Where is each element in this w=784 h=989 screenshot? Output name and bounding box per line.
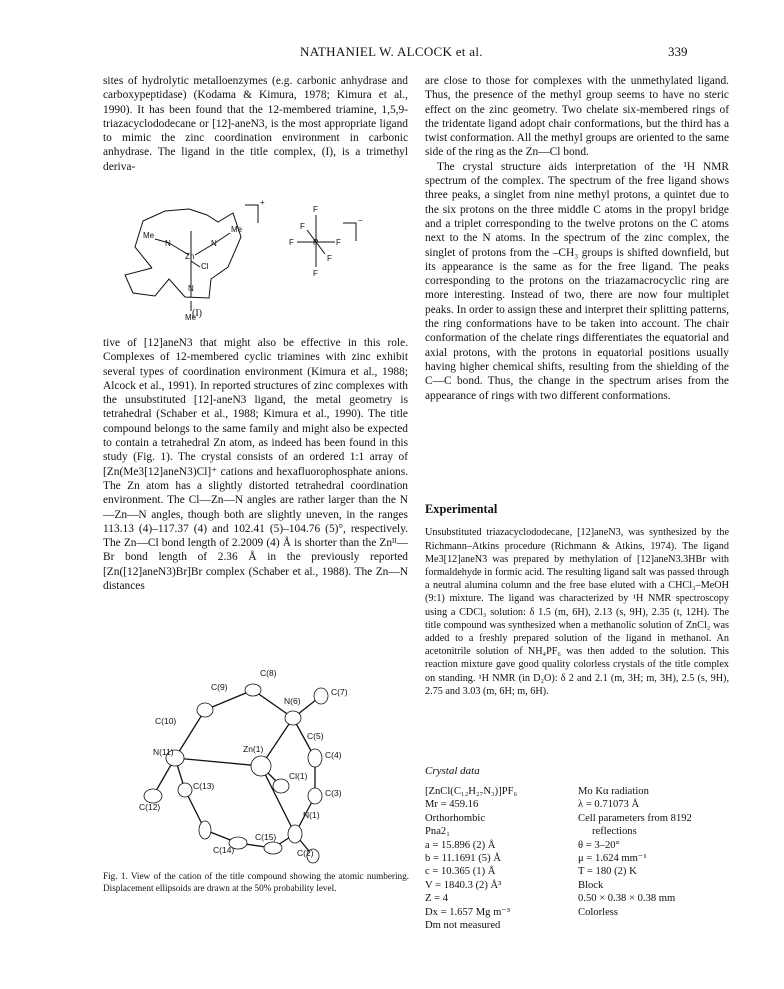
right-column-text: are close to those for complexes with the unmethylated ligand. Thus, the presence of the methyl group seems to have no steric effect on the zinc geometry. Two chelate six-membered rings of the tridentate ligand adopt chair conformations, but the third has a twist conformation. All the methyl groups are oriented to the same side of the ring as the Zn—Cl bond. The crystal structure aids interpretation of the ¹H NMR spectrum of the complex. The spectrum of the free ligand shows three peaks, a singlet from nine methyl protons, a quintet due to the six protons on the three middle C atoms in the propyl bridge and a triplet corresponding to the twelve protons on the C atoms next to the N atoms. In the spectrum of the zinc complex, the singlet of protons from the –CH₃ groups is shifted downfield, but its appearance is the same as for the free ligand. The peaks corresponding to the protons on the triazamacrocyclic ring are more interesting. Instead of two, there are now four multiplet peaks. In order to assign these and interpret their splitting patterns, the ring conformations have to be taken into account. The chair conformation of the chelate rings differentiates the equatorial and axial protons, with the protons in equatorial positions usually having higher chemical shifts, resulting from the shielding of the C—C bond. Thus, the change in the spectrum arises from the appearance of rings with two different conformations. <box>425 75 729 402</box>
phosphorus-label: P <box>313 238 319 247</box>
atom-label: C(10) <box>155 716 177 726</box>
atom-label: Zn(1) <box>243 744 264 754</box>
chemical-scheme <box>103 195 408 325</box>
chlorine-label: Cl <box>201 262 209 271</box>
experimental-section <box>425 502 729 698</box>
experimental-heading: Experimental <box>425 502 498 516</box>
atom-label: C(13) <box>193 781 215 791</box>
crystal-data-heading: Crystal data <box>425 765 480 777</box>
crystal-data-right: Mo Kα radiation λ = 0.71073 Å Cell parameters from 8192 reflections θ = 3–20° μ = 1.624 mm⁻¹ T = 180 (2) K Block 0.50 × 0.38 × 0.38 mm Colorless <box>578 786 692 918</box>
scheme-label: (I) <box>192 308 202 319</box>
fluorine-label: F <box>289 238 294 247</box>
atom-label: C(9) <box>211 682 228 692</box>
left-paragraph-2: tive of [12]aneN3 that might also be effective in this role. Complexes of 12-membered cyclic triamines with zinc exhibit several types of coordination environment (Kimura et al., 1988; Alcock et al., 1991). In reported structures of zinc complexes with the unsubstituted [12]-aneN3 ligand, the metal geometry is tetrahedral (Schaber et al., 1988; Kimura et al., 1990). The title compound belongs to the same family and might also be expected to contain a tetrahedral Zn atom, as indeed has been found in this study (Fig. 1). The crystal consists of an ordered 1:1 array of [Zn(Me3[12]aneN3)Cl]⁺ cations and hexafluorophosphate anions. The Zn atom has a slightly distorted tetrahedral coordination environment. The Cl—Zn—N angles are rather larger than the N—Zn—N angles, though both are slightly uneven, in the ranges 113.13 (4)–117.37 (4) and 102.41 (5)–104.76 (5)°, respectively. The Zn—Cl bond length of 2.2009 (4) Å is shorter than the Znᴵᴵ—Br bond length of 2.36 Å in the previously reported [Zn([12]aneN3)Br]Br complex (Schaber et al., 1988). The Zn—N distances <box>103 337 408 593</box>
ortep-figure <box>103 646 413 868</box>
crystal-data-left: [ZnCl(C₁₂H₂₇N₃)]PF₆ Mr = 459.16 Orthorhombic Pna2₁ a = 15.896 (2) Å b = 11.1691 (5) Å c = 10.365 (1) Å V = 1840.3 (2) Å³ Z = 4 Dx = 1.657 Mg m⁻³ Dm not measured <box>425 786 518 932</box>
left-paragraph-1: sites of hydrolytic metalloenzymes (e.g. carbonic anhydrase and carboxypeptidase) (Kodama & Kimura, 1978; Kimura et al., 1990). It has been found that the 12-membered triamine, 1,5,9-triazacyclododecane or [12]-aneN3, is the most appropriate ligand to mimic the zinc coordination environment in carbonic anhydrase. The ligand in the title complex, (I), is a trimethyl deriva- <box>103 75 408 173</box>
atom-label: C(3) <box>325 788 342 798</box>
atom-label: C(15) <box>255 832 277 842</box>
methyl-label: Me <box>185 313 197 322</box>
nitrogen-label: N <box>188 284 194 293</box>
figure-caption: Fig. 1. View of the cation of the title compound showing the atomic numbering. Displacement ellipsoids are drawn at the 50% probability level. <box>103 871 409 893</box>
atom-label: C(14) <box>213 845 235 855</box>
fluorine-label: F <box>313 205 318 214</box>
running-header <box>0 44 784 64</box>
zinc-label: Zn <box>185 252 195 261</box>
methyl-label: Me <box>143 231 155 240</box>
atom-label: C(8) <box>260 668 277 678</box>
anion-charge: − <box>358 216 363 225</box>
atom-label: N(1) <box>303 810 320 820</box>
header-authors: NATHANIEL W. ALCOCK et al. <box>300 44 483 59</box>
fluorine-label: F <box>300 222 305 231</box>
cation-charge: + <box>260 198 265 207</box>
atom-label: Cl(1) <box>289 771 308 781</box>
atom-label: C(2) <box>297 848 314 858</box>
atom-label: N(11) <box>153 747 174 757</box>
nitrogen-label: N <box>165 239 171 248</box>
fluorine-label: F <box>327 254 332 263</box>
fluorine-label: F <box>336 238 341 247</box>
atom-label: N(6) <box>284 696 301 706</box>
nitrogen-label: N <box>211 239 217 248</box>
fluorine-label: F <box>313 269 318 278</box>
methyl-label: Me <box>231 225 243 234</box>
experimental-text: Unsubstituted triazacyclododecane, [12]aneN3, was synthesized by the Richmann–Atkins procedure (Richmann & Atkins, 1974). The ligand Me3[12]aneN3 was prepared by methylation of [12]aneN3.3HBr with formaldehyde in formic acid. The resulting ligand salt was passed through a neutral alumina column and the free base eluted with a CHCl₃–MeOH (9:1) mixture. The ligand was characterized by ¹H NMR spectroscopy using a CDCl₃ solution: δ 1.5 (m, 6H), 2.13 (s, 9H), 2.35 (t, 12H). The title compound was synthesized when a methanolic solution of ZnCl₂ was added to a freshly prepared solution of the ligand in methanol. An acetonitrile solution of NH₄PF₆ was then added to the solution. This reaction mixture gave good quality colorless crystals of the title complex on standing. ¹H NMR (in D₂O): δ 2 and 2.1 (m, 3H; m, 3H), 2.5 (s, 9H), 2.75 and 3.03 (m, 6H; m, 6H). <box>425 527 729 697</box>
atom-label: C(7) <box>331 687 348 697</box>
atom-label: C(4) <box>325 750 342 760</box>
page-number: 339 <box>668 44 688 59</box>
atom-label: C(12) <box>139 802 161 812</box>
atom-label: C(5) <box>307 731 324 741</box>
